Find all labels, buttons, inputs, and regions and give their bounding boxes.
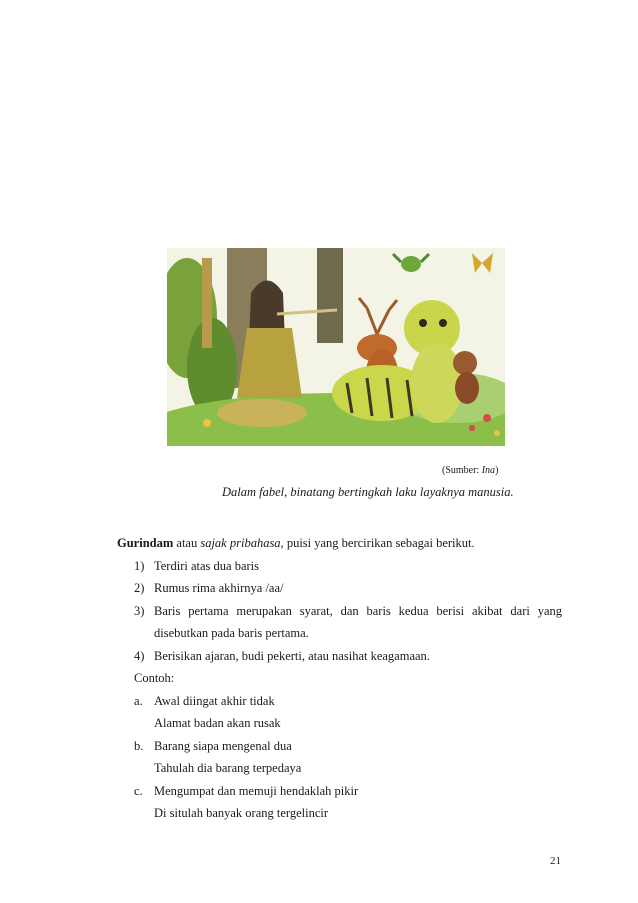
feature-item: 4) Berisikan ajaran, budi pekerti, atau nasihat keagamaan. bbox=[134, 648, 430, 663]
figure-source: (Sumber: Ina) bbox=[442, 465, 499, 476]
gurindam-section bbox=[117, 532, 562, 825]
figure-caption: Dalam fabel, binatang bertingkah laku layaknya manusia. bbox=[222, 485, 514, 499]
fable-illustration bbox=[167, 248, 505, 446]
feature-item: 3) Baris pertama merupakan syarat, dan baris kedua berisi akibat dari yang disebutkan pada baris pertama. bbox=[134, 603, 562, 640]
gurindam-intro: Gurindam atau sajak pribahasa, puisi yang bercirikan sebagai berikut. bbox=[117, 536, 475, 550]
source-name: Ina bbox=[481, 465, 496, 476]
gurindam-term: Gurindam bbox=[117, 536, 174, 550]
example-item: a. Awal diingat akhir tidak bbox=[134, 693, 275, 708]
example-item: b. Barang siapa mengenal dua bbox=[134, 738, 292, 753]
page-number: 21 bbox=[550, 855, 561, 867]
example-line: Di situlah banyak orang tergelincir bbox=[154, 806, 329, 820]
example-label: Contoh: bbox=[134, 671, 175, 685]
gurindam-alt-term: sajak pribahasa, bbox=[200, 536, 284, 550]
example-item: c. Mengumpat dan memuji hendaklah pikir bbox=[134, 783, 359, 798]
fable-illustration-drawing bbox=[167, 248, 505, 446]
feature-item: 1) Terdiri atas dua baris bbox=[134, 558, 259, 573]
example-line: Tahulah dia barang terpedaya bbox=[154, 761, 302, 775]
feature-item: 2) Rumus rima akhirnya /aa/ bbox=[134, 581, 284, 595]
example-line: Alamat badan akan rusak bbox=[154, 716, 281, 730]
